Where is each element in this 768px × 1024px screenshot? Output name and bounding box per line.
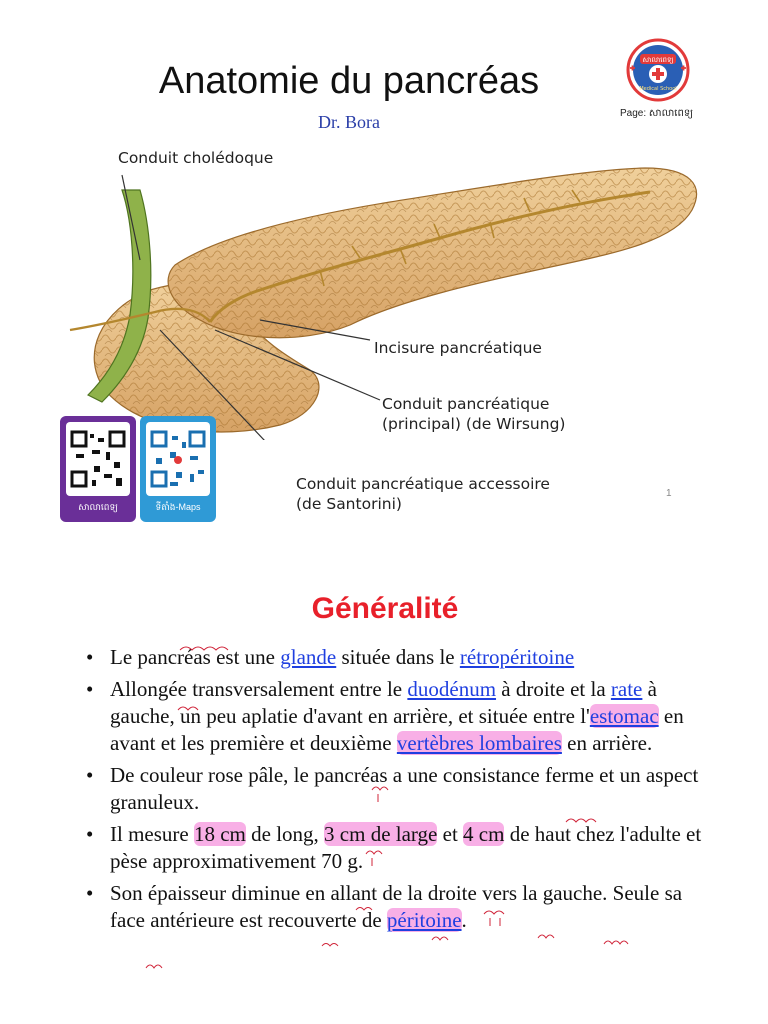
bullet-text: Le pancréas est une [110,645,281,669]
bullet-text: en avant et les première et deuxième [110,704,684,755]
bullet-text: à gauche, un peu aplatie d'avant en arrière, et située entre l' [110,677,657,728]
bullet-text: Allongée transversalement entre le [110,677,408,701]
bullet-text: . [461,908,467,932]
qr-card-maps[interactable] [140,416,216,522]
slide-1 [60,30,710,560]
logo-text: សាលាពេទ្យ [642,56,674,64]
bullet-item [84,676,704,757]
bullet-text: située dans le [336,645,460,669]
slide-author: Dr. Bora [318,112,380,132]
bullet-item [84,762,704,816]
highlight-length: 18 cm [193,822,246,846]
link-vertebres-lombaires[interactable]: vertèbres lombaires [396,731,562,755]
qr-code[interactable] [146,422,210,496]
qr-caption: សាលាពេទ្យ [78,502,118,512]
label-wirsung-line2: (principal) (de Wirsung) [382,415,566,433]
medical-school-logo [626,38,690,102]
bullet-text: Il mesure [110,822,194,846]
label-santorini-line1: Conduit pancréatique accessoire [296,475,550,493]
bullet-text: à droite et la [496,677,611,701]
highlight-height: 4 cm [463,822,505,846]
link-estomac[interactable]: estomac [589,704,659,728]
link-retroperitoine[interactable]: rétropéritoine [459,645,575,669]
bullet-item [84,821,704,875]
qr-code-icon [66,422,130,496]
qr-caption: ទីតាំង-Maps [155,502,201,512]
label-wirsung-line1: Conduit pancréatique [382,395,550,413]
link-glande[interactable]: glande [280,645,337,669]
bullet-text: de long, [245,822,325,846]
bullet-text: Son épaisseur diminue en allant de la droite vers la gauche. Seule sa face antérieure est recouverte de [110,881,683,932]
link-rate[interactable]: rate [610,677,643,701]
qr-code[interactable] [66,422,130,496]
slide-title: Anatomie du pancréas [158,60,540,102]
qr-card-school[interactable] [60,416,136,522]
label-incisure: Incisure pancréatique [374,339,542,357]
label-choledoque: Conduit cholédoque [118,149,274,167]
logo-subtext: Medical School [639,86,677,92]
link-peritoine[interactable]: péritoine [386,908,462,932]
bullet-text: De couleur rose pâle, le pancréas a une consistance ferme et un aspect granuleux. [110,763,699,814]
bullet-item [84,644,704,671]
slide-number: 1 [666,488,672,499]
bullet-text: et [437,822,464,846]
qr-code-icon [146,422,210,496]
highlight-width: 3 cm de large [324,822,438,846]
link-duodenum[interactable]: duodénum [407,677,497,701]
bullet-list [84,644,704,939]
bullet-text: de haut chez l'adulte et pèse approximativement 70 g. [110,822,702,873]
label-santorini-line2: (de Santorini) [296,495,402,513]
slide-2 [60,572,710,1024]
bullet-item [84,880,704,934]
bullet-text: en arrière. [561,731,653,755]
section-title: Généralité [311,592,459,625]
page-label: Page: សាលាពេទ្យ [620,108,694,119]
